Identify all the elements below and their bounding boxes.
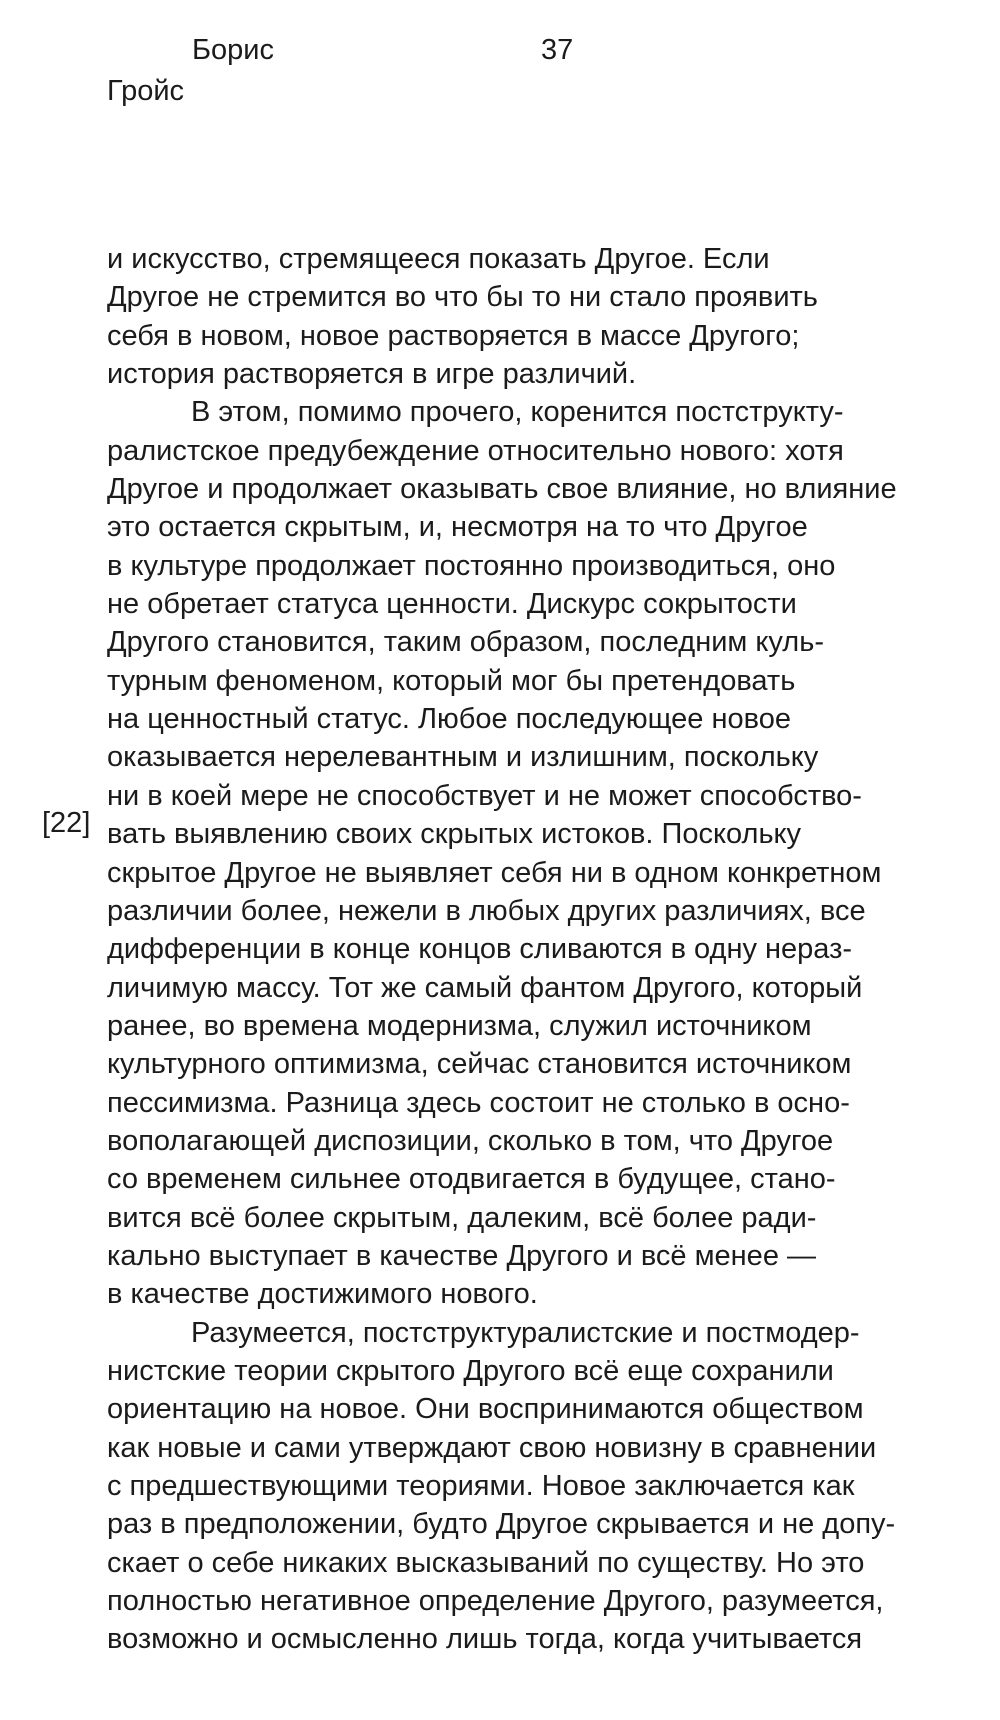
text-line: Другого становится, таким образом, последним куль- [107, 626, 824, 659]
text-line: различии более, нежели в любых других различиях, все [107, 894, 866, 927]
text-line: скрытое Другое не выявляет себя ни в одном конкретном [107, 856, 882, 889]
text-line: и искусство, стремящееся показать Другое. Если [107, 243, 770, 275]
running-head-author: Борис Гройс [107, 34, 274, 107]
text-line: полностью негативное определение Другого, разумеется, [107, 1585, 884, 1618]
text-line: история растворяется в игре различий. [107, 358, 637, 391]
text-line: пессимизма. Разница здесь состоит не столько в осно- [107, 1086, 850, 1119]
text-line: турным феноменом, который мог бы претендовать [107, 664, 796, 697]
text-line: кально выступает в качестве Другого и всё менее — [107, 1239, 816, 1272]
body-text [107, 240, 947, 1659]
text-line: вится всё более скрытым, далеким, всё более ради- [107, 1201, 817, 1234]
text-line: как новые и сами утверждают свою новизну в сравнении [107, 1431, 877, 1464]
text-line: оказывается нерелевантным и излишним, поскольку [107, 741, 819, 774]
text-line: Другое не стремится во что бы то ни стало проявить [107, 281, 818, 314]
text-line: себя в новом, новое растворяется в массе Другого; [107, 319, 800, 352]
text-line: ни в коей мере не способствует и не может способство- [107, 779, 862, 812]
text-line: в культуре продолжает постоянно производиться, оно [107, 549, 836, 582]
text-line: на ценностный статус. Любое последующее новое [107, 703, 791, 736]
text-line: ралистское предубеждение относительно нового: хотя [107, 434, 844, 467]
text-line: с предшествующими теориями. Новое заключается как [107, 1470, 855, 1502]
text-line: ранее, во времена модернизма, служил источником [107, 1009, 812, 1042]
text-line: в качестве достижимого нового. [107, 1278, 538, 1311]
text-line: возможно и осмысленно лишь тогда, когда учитывается [107, 1623, 863, 1656]
text-line: дифференции в конце концов сливаются в одну нераз- [107, 933, 853, 966]
text-line: вать выявлению своих скрытых истоков. Поскольку [107, 818, 802, 851]
text-line: вополагающей диспозиции, сколько в том, что Другое [107, 1124, 834, 1157]
text-line: В этом, помимо прочего, коренится постструкту- [191, 396, 844, 429]
margin-page-reference: [22] [42, 807, 91, 839]
text-line: скает о себе никаких высказываний по существу. Но это [107, 1546, 865, 1579]
text-line: Разумеется, постструктуралистские и постмодер- [191, 1316, 860, 1349]
text-line: это остается скрытым, и, несмотря на то что Другое [107, 511, 808, 544]
text-line: культурного оптимизма, сейчас становится источником [107, 1048, 852, 1081]
text-line: личимую массу. Тот же самый фантом Другого, который [107, 971, 863, 1004]
text-line: Другое и продолжает оказывать свое влияние, но влияние [107, 473, 897, 506]
text-line: не обретает статуса ценности. Дискурс сокрытости [107, 588, 797, 621]
text-line: раз в предположении, будто Другое скрывается и не допу- [107, 1508, 896, 1541]
page-number: 37 [541, 34, 574, 66]
text-line: ориентацию на новое. Они воспринимаются обществом [107, 1393, 864, 1426]
text-line: нистские теории скрытого Другого всё еще сохранили [107, 1354, 834, 1387]
text-line: со временем сильнее отодвигается в будущее, стано- [107, 1163, 836, 1196]
